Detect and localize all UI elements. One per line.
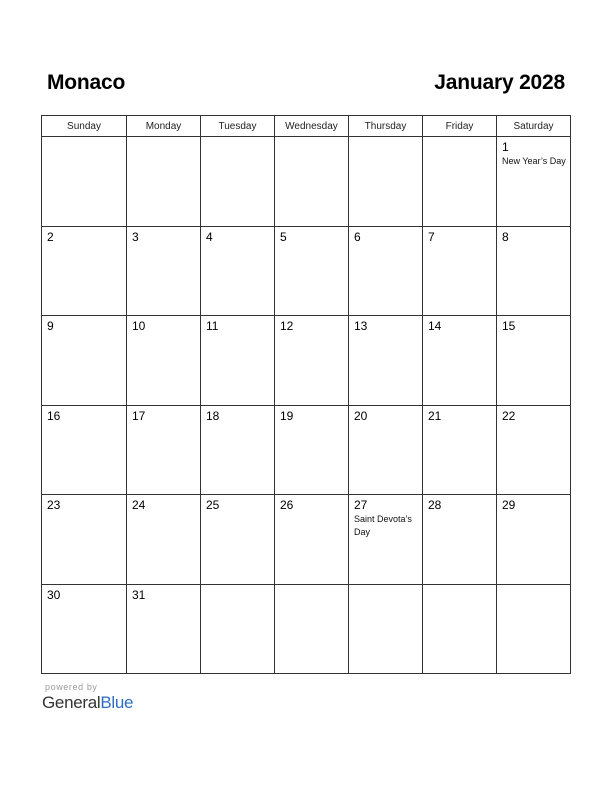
holiday-label — [201, 512, 274, 513]
day-cell — [497, 495, 571, 585]
day-number: 6 — [354, 229, 361, 244]
day-number: 18 — [206, 408, 220, 423]
day-cell — [127, 405, 201, 495]
week-row — [42, 405, 571, 495]
day-cell — [349, 226, 423, 316]
holiday-label — [127, 244, 200, 245]
day-cell — [497, 137, 571, 227]
day-number: 21 — [428, 408, 442, 423]
holiday-label — [423, 333, 496, 334]
day-cell — [349, 405, 423, 495]
day-number: 25 — [206, 498, 220, 512]
weekday-header: Sunday — [42, 116, 127, 137]
week-row — [42, 137, 571, 227]
day-cell — [497, 584, 571, 674]
day-cell — [42, 405, 127, 495]
holiday-label — [127, 423, 200, 424]
day-cell — [127, 495, 201, 585]
day-cell — [497, 226, 571, 316]
country-title: Monaco — [47, 71, 126, 94]
holiday-label — [275, 333, 348, 334]
day-number: 3 — [132, 229, 139, 244]
holiday-label — [127, 512, 200, 513]
day-cell — [275, 137, 349, 227]
day-number: 17 — [132, 408, 146, 423]
weekday-header: Monday — [127, 116, 201, 137]
holiday-label — [423, 140, 496, 141]
day-number: 9 — [47, 319, 54, 333]
holiday-label — [497, 588, 570, 589]
day-number: 2 — [47, 229, 54, 244]
holiday-label — [275, 423, 348, 424]
day-cell — [423, 316, 497, 406]
week-row — [42, 316, 571, 406]
holiday-label — [497, 512, 570, 513]
day-cell — [201, 226, 275, 316]
holiday-label — [423, 244, 496, 245]
holiday-label — [423, 423, 496, 424]
day-number: 12 — [280, 319, 294, 333]
weekday-header: Saturday — [497, 116, 571, 137]
holiday-label — [201, 588, 274, 589]
day-cell — [42, 316, 127, 406]
day-number: 10 — [132, 319, 146, 333]
day-number: 26 — [280, 498, 294, 512]
day-cell — [349, 495, 423, 585]
day-cell — [201, 137, 275, 227]
day-cell — [127, 226, 201, 316]
week-row — [42, 495, 571, 585]
holiday-label — [349, 333, 422, 334]
day-cell — [127, 137, 201, 227]
powered-by-label: powered by — [45, 682, 98, 692]
day-cell — [201, 405, 275, 495]
day-number: 1 — [502, 140, 509, 154]
day-cell — [423, 137, 497, 227]
holiday-label — [201, 333, 274, 334]
day-number: 11 — [206, 319, 219, 333]
day-number: 23 — [47, 498, 61, 512]
day-number: 16 — [47, 408, 61, 423]
holiday-label — [349, 423, 422, 424]
weekday-header: Thursday — [349, 116, 423, 137]
day-number: 4 — [206, 229, 213, 244]
weekday-header: Wednesday — [275, 116, 349, 137]
day-cell — [201, 495, 275, 585]
generalblue-logo[interactable] — [42, 693, 133, 713]
day-number: 30 — [47, 587, 61, 602]
day-cell — [423, 584, 497, 674]
holiday-label — [201, 423, 274, 424]
day-number: 29 — [502, 498, 516, 512]
day-cell — [349, 316, 423, 406]
day-cell — [42, 495, 127, 585]
month-title: January 2028 — [434, 71, 565, 94]
holiday-label — [42, 423, 126, 424]
day-number: 14 — [428, 319, 442, 333]
weekday-header: Tuesday — [201, 116, 275, 137]
brand-blue-text: Blue — [100, 693, 134, 712]
calendar-grid — [41, 115, 571, 674]
holiday-label — [275, 244, 348, 245]
holiday-label — [497, 244, 570, 245]
day-cell — [349, 137, 423, 227]
day-cell — [497, 316, 571, 406]
day-number: 15 — [502, 319, 516, 333]
holiday-label — [42, 333, 126, 334]
day-cell — [349, 584, 423, 674]
day-cell — [497, 405, 571, 495]
day-number: 31 — [132, 587, 146, 602]
holiday-label — [42, 244, 126, 245]
day-number: 22 — [502, 408, 516, 423]
holiday-label — [275, 140, 348, 141]
holiday-label — [42, 140, 126, 141]
day-number: 24 — [132, 498, 146, 512]
holiday-label — [201, 140, 274, 141]
holiday-label — [497, 333, 570, 334]
day-cell — [42, 584, 127, 674]
holiday-label — [349, 588, 422, 589]
day-cell — [275, 495, 349, 585]
holiday-label — [127, 602, 200, 603]
day-cell — [201, 584, 275, 674]
day-cell — [423, 495, 497, 585]
day-cell — [423, 405, 497, 495]
holiday-label — [349, 140, 422, 141]
holiday-label — [42, 602, 126, 603]
day-cell — [275, 316, 349, 406]
weekday-header-row — [42, 116, 571, 137]
holiday-label — [127, 140, 200, 141]
day-cell — [423, 226, 497, 316]
week-row — [42, 226, 571, 316]
day-number: 13 — [354, 319, 368, 333]
day-number: 7 — [428, 229, 435, 244]
day-cell — [201, 316, 275, 406]
weekday-header: Friday — [423, 116, 497, 137]
holiday-label — [423, 588, 496, 589]
day-number: 8 — [502, 229, 509, 244]
holiday-label — [42, 512, 126, 513]
day-number: 19 — [280, 408, 294, 423]
day-number: 20 — [354, 408, 368, 423]
holiday-label — [275, 512, 348, 513]
day-cell — [42, 137, 127, 227]
day-number: 27 — [354, 498, 368, 512]
holiday-label — [275, 588, 348, 589]
holiday-label — [201, 244, 274, 245]
brand-general-text: General — [42, 693, 101, 712]
holiday-label — [497, 423, 570, 424]
holiday-label: Saint Devota’s Day — [354, 514, 412, 537]
day-cell — [42, 226, 127, 316]
day-cell — [275, 405, 349, 495]
day-cell — [127, 584, 201, 674]
day-number: 28 — [428, 498, 442, 512]
holiday-label — [127, 333, 200, 334]
day-cell — [275, 584, 349, 674]
week-row — [42, 584, 571, 674]
day-number: 5 — [280, 229, 287, 244]
day-cell — [127, 316, 201, 406]
holiday-label — [423, 512, 496, 513]
holiday-label: New Year’s Day — [502, 156, 566, 166]
day-cell — [275, 226, 349, 316]
holiday-label — [349, 244, 422, 245]
